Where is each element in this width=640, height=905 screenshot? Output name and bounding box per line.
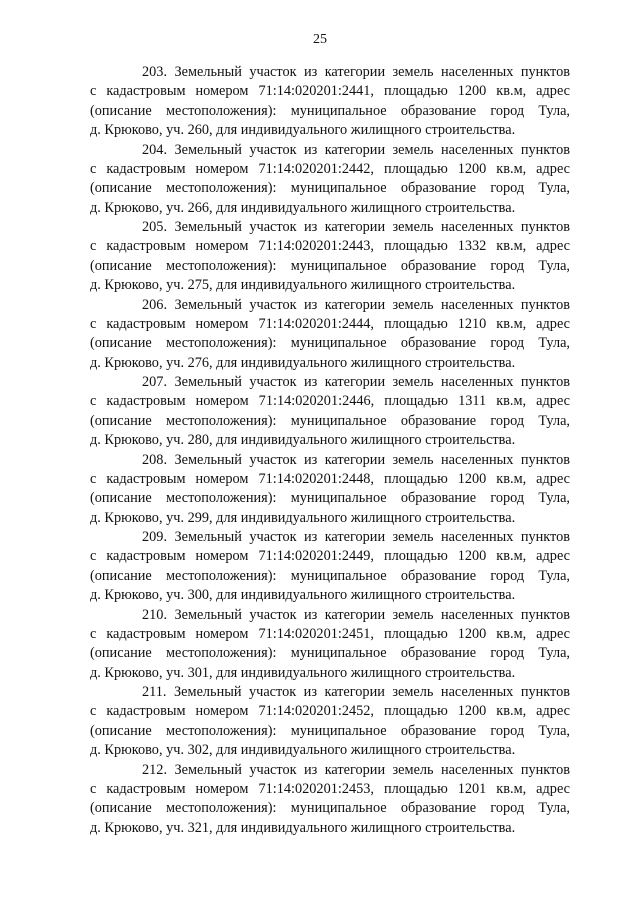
item-number: 208. <box>142 451 168 468</box>
land-plot-item <box>90 528 570 606</box>
item-text-line: (описание местоположения): муниципальное образование город Тула, <box>90 180 570 197</box>
item-text-line: д. Крюково, уч. 299, для индивидуального жилищного строительства. <box>90 509 516 526</box>
item-text-line: д. Крюково, уч. 275, для индивидуального жилищного строительства. <box>90 277 516 294</box>
item-first-line <box>90 761 570 780</box>
item-first-line <box>90 218 570 237</box>
item-text-line: с кадастровым номером 71:14:020201:2452, площадью 1200 кв.м, адрес <box>90 703 570 720</box>
item-text-line: (описание местоположения): муниципальное образование город Тула, <box>90 645 570 662</box>
land-plot-item <box>90 761 570 839</box>
item-text-line: д. Крюково, уч. 276, для индивидуального жилищного строительства. <box>90 354 516 371</box>
item-text-line: (описание местоположения): муниципальное образование город Тула, <box>90 722 570 739</box>
item-text-line: д. Крюково, уч. 260, для индивидуального жилищного строительства. <box>90 122 516 139</box>
land-plot-item <box>90 218 570 296</box>
item-first-line <box>90 528 570 547</box>
land-plot-item <box>90 451 570 529</box>
item-text-line: с кадастровым номером 71:14:020201:2448, площадью 1200 кв.м, адрес <box>90 470 570 487</box>
item-text-line: (описание местоположения): муниципальное образование город Тула, <box>90 567 570 584</box>
item-text: Земельный участок из категории земель населенных пунктов <box>174 64 571 80</box>
item-first-line <box>90 606 570 625</box>
item-text: Земельный участок из категории земель населенных пунктов <box>174 529 571 545</box>
item-text-line: с кадастровым номером 71:14:020201:2451, площадью 1200 кв.м, адрес <box>90 625 570 642</box>
item-number: 212. <box>142 761 168 778</box>
land-plot-item <box>90 373 570 451</box>
item-text-line: (описание местоположения): муниципальное образование город Тула, <box>90 800 570 817</box>
item-text-line: с кадастровым номером 71:14:020201:2449, площадью 1200 кв.м, адрес <box>90 548 570 565</box>
item-text-line: с кадастровым номером 71:14:020201:2442, площадью 1200 кв.м, адрес <box>90 160 570 177</box>
item-text: Земельный участок из категории земель населенных пунктов <box>174 296 571 313</box>
item-number: 206. <box>142 296 168 313</box>
item-text: Земельный участок из категории земель населенных пунктов <box>174 219 571 235</box>
item-number: 209. <box>142 529 168 545</box>
item-first-line <box>90 63 570 82</box>
item-text-line: с кадастровым номером 71:14:020201:2453, площадью 1201 кв.м, адрес <box>90 780 570 797</box>
item-text: Земельный участок из категории земель населенных пунктов <box>174 374 571 390</box>
item-text: Земельный участок из категории земель населенных пунктов <box>174 141 571 158</box>
item-text-line: с кадастровым номером 71:14:020201:2441, площадью 1200 кв.м, адрес <box>90 83 570 100</box>
item-first-line <box>90 296 570 315</box>
land-plot-list <box>90 63 570 838</box>
item-text-line: д. Крюково, уч. 300, для индивидуального жилищного строительства. <box>90 587 516 604</box>
item-text-line: д. Крюково, уч. 321, для индивидуального жилищного строительства. <box>90 819 516 836</box>
item-first-line <box>90 451 570 470</box>
item-first-line <box>90 141 570 160</box>
land-plot-item <box>90 141 570 219</box>
land-plot-item <box>90 683 570 761</box>
item-text: Земельный участок из категории земель населенных пунктов <box>174 761 571 778</box>
item-text-line: (описание местоположения): муниципальное образование город Тула, <box>90 412 570 429</box>
item-first-line <box>90 683 570 702</box>
item-number: 211. <box>142 684 167 700</box>
page-number: 25 <box>313 32 327 47</box>
item-text-line: с кадастровым номером 71:14:020201:2446, площадью 1311 кв.м, адрес <box>90 393 570 410</box>
land-plot-item <box>90 63 570 141</box>
item-text-line: с кадастровым номером 71:14:020201:2444, площадью 1210 кв.м, адрес <box>90 315 570 332</box>
item-number: 207. <box>142 374 168 390</box>
item-text-line: (описание местоположения): муниципальное образование город Тула, <box>90 102 570 119</box>
item-text-line: д. Крюково, уч. 302, для индивидуального жилищного строительства. <box>90 742 516 759</box>
land-plot-item <box>90 296 570 374</box>
item-text-line: д. Крюково, уч. 266, для индивидуального жилищного строительства. <box>90 199 516 216</box>
item-number: 204. <box>142 141 168 158</box>
item-text-line: (описание местоположения): муниципальное образование город Тула, <box>90 335 570 352</box>
item-text-line: с кадастровым номером 71:14:020201:2443, площадью 1332 кв.м, адрес <box>90 238 570 255</box>
land-plot-item <box>90 606 570 684</box>
item-text-line: (описание местоположения): муниципальное образование город Тула, <box>90 490 570 507</box>
item-first-line <box>90 373 570 392</box>
item-number: 210. <box>142 606 168 623</box>
item-number: 203. <box>142 64 168 80</box>
item-number: 205. <box>142 219 168 235</box>
item-text: Земельный участок из категории земель населенных пунктов <box>174 606 571 623</box>
item-text-line: д. Крюково, уч. 280, для индивидуального жилищного строительства. <box>90 432 516 449</box>
item-text-line: (описание местоположения): муниципальное образование город Тула, <box>90 257 570 274</box>
item-text: Земельный участок из категории земель населенных пунктов <box>174 451 571 468</box>
item-text-line: д. Крюково, уч. 301, для индивидуального жилищного строительства. <box>90 664 516 681</box>
item-text: Земельный участок из категории земель населенных пунктов <box>174 684 571 700</box>
